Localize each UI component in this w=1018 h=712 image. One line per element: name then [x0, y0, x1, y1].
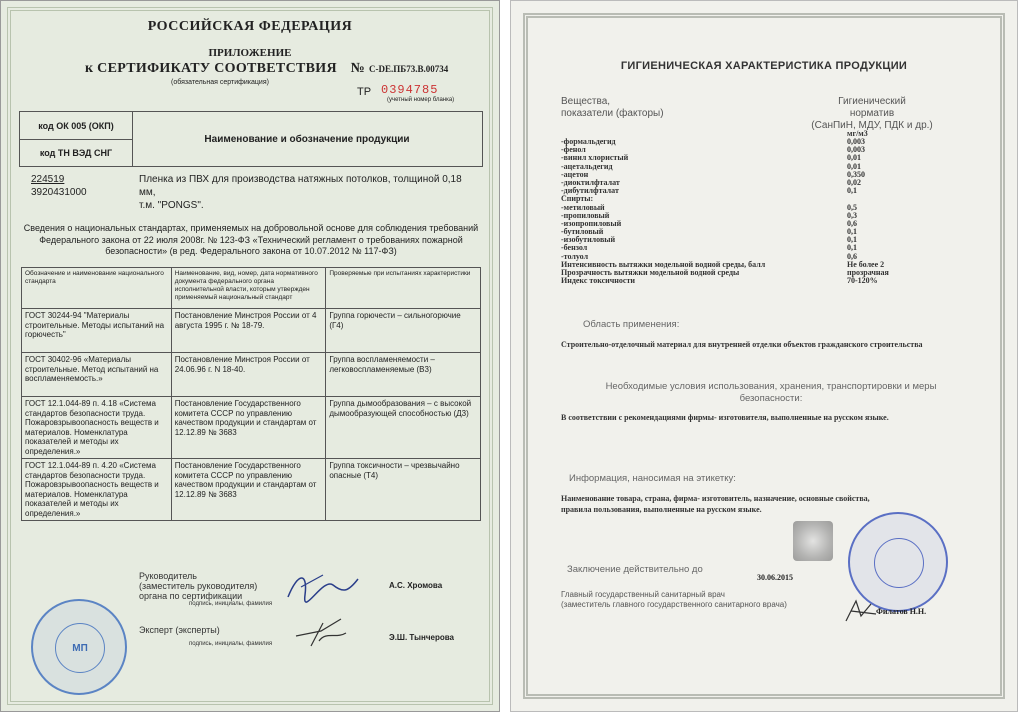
- head-name: А.С. Хромова: [389, 581, 443, 590]
- label-text-2: правила пользования, выполненные на русском языке.: [561, 505, 762, 514]
- table-cell: Постановление Государственного комитета СССР по управлению качеством продукции и стандартам от 12.12.89 № 3683: [171, 459, 326, 521]
- unit-label: мг/м3: [847, 129, 868, 138]
- substance-norm: 0,003: [847, 137, 865, 146]
- col2-line-1: Гигиенический: [838, 96, 906, 107]
- substance-norm: 0,1: [847, 235, 857, 245]
- hygienic-characteristic-page: [510, 0, 1018, 712]
- table-cell: Постановление Минстроя России от 24.06.96 г. N 18-40.: [171, 353, 326, 397]
- substance-name: -формальдегид: [561, 137, 616, 146]
- list-item: [561, 277, 981, 285]
- tp-label: ТР: [357, 86, 372, 98]
- table-header-cell: Наименование, вид, номер, дата нормативного документа федерального органа исполнительной власти, которым утвержден применяемый национальный стандарт: [171, 268, 326, 309]
- substance-norm: 0,02: [847, 177, 861, 187]
- table-row: [22, 353, 481, 397]
- col1-line-1: Вещества,: [561, 96, 611, 107]
- substance-name: Индекс токсичности: [561, 276, 635, 286]
- area-text: Строительно-отделочный материал для внутренней отделки объектов гражданского строительства: [561, 340, 923, 349]
- substance-name: Спирты:: [561, 194, 594, 204]
- substance-norm: 0,1: [847, 186, 857, 196]
- validity-label: Заключение действительно до: [567, 564, 703, 575]
- expert-caption: подпись, инициалы, фамилия: [189, 641, 273, 647]
- cond-label-1: Необходимые условия использования, хранения, транспортировки и меры: [605, 381, 937, 392]
- substance-name: -фенол: [561, 145, 586, 155]
- substance-norm: 0,01: [847, 153, 861, 163]
- list-item: [561, 220, 981, 228]
- table-cell: Группа токсичности – чрезвычайно опасные (Т4): [326, 459, 481, 521]
- list-item: [561, 163, 981, 171]
- info-line-2: Федерального закона от 22 июля 2008г. № 123-ФЗ «Технический регламент о требованиях пожарной: [39, 234, 463, 245]
- substance-norm: 0,3: [847, 210, 857, 220]
- norm-header: [797, 96, 947, 132]
- list-item: [561, 228, 981, 236]
- doctor-line-2: (заместитель главного государственного санитарного врача): [561, 600, 787, 609]
- okp-code-label: код ОК 005 (ОКП): [20, 112, 133, 140]
- doctor-title: [561, 590, 787, 610]
- doctor-signature-icon: [841, 596, 881, 626]
- cond-label-2: безопасности:: [739, 393, 803, 404]
- list-item: [561, 138, 981, 146]
- product-line-2: т.м. "PONGS".: [139, 200, 204, 211]
- table-cell: ГОСТ 30244-94 "Материалы строительные. Методы испытаний на горючесть": [22, 309, 172, 353]
- expert-role: Эксперт (эксперты): [139, 625, 220, 635]
- substance-name: -винил хлористый: [561, 153, 629, 163]
- certificate-title: [85, 61, 365, 77]
- list-item: [561, 204, 981, 212]
- substance-name: -изопропиловый: [561, 218, 622, 228]
- certificate-appendix-page: [0, 0, 500, 712]
- substance-norm: 70-120%: [847, 276, 878, 286]
- hologram-icon: [793, 521, 833, 561]
- substance-norm: 0,1: [847, 243, 857, 253]
- standards-table: [21, 267, 481, 521]
- table-cell: ГОСТ 12.1.044-89 п. 4.18 «Система стандартов безопасности труда. Пожаровзрывоопасность веществ и материалов. Номенклатура показателей и методы их определения.»: [22, 397, 172, 459]
- table-cell: Постановление Государственного комитета СССР по управлению качеством продукции и стандартам от 12.12.89 № 3683: [171, 397, 326, 459]
- list-item: [561, 171, 981, 179]
- substance-norm: 0,003: [847, 145, 865, 155]
- stamp-mp: МП: [55, 623, 105, 673]
- label-text-1: Наименование товара, страна, фирма- изготовитель, назначение, основные свойства,: [561, 494, 870, 503]
- substance-name: Прозрачность вытяжки модельной водной среды: [561, 268, 740, 277]
- expert-signature-icon: [291, 611, 351, 651]
- head-signature-block: [139, 571, 443, 607]
- number-sign: №: [350, 61, 366, 76]
- certificate-number: С-DE.ПБ73.В.00734: [369, 64, 449, 74]
- table-cell: Постановление Минстроя России от 4 августа 1995 г. № 18-79.: [171, 309, 326, 353]
- substance-name: -бензол: [561, 243, 588, 253]
- substance-norm: 0,5: [847, 202, 857, 212]
- substance-norm: 0,6: [847, 251, 857, 261]
- substance-name: -диоктилфталат: [561, 177, 620, 187]
- substance-norm: прозрачная: [847, 268, 889, 277]
- conditions-label: [561, 381, 981, 405]
- list-item: [561, 187, 981, 195]
- product-header: Наименование и обозначение продукции: [204, 133, 410, 145]
- table-row: [22, 397, 481, 459]
- substance-norm: 0,6: [847, 218, 857, 228]
- certificate-title-text: к СЕРТИФИКАТУ СООТВЕТСТВИЯ: [85, 61, 337, 76]
- list-item: [561, 154, 981, 162]
- tnved-code-label: код ТН ВЭД СНГ: [20, 139, 133, 166]
- table-cell: Группа дымообразования – с высокой дымообразующей способностью (Д3): [326, 397, 481, 459]
- validity-date: 30.06.2015: [757, 573, 793, 582]
- substance-name: -дибутилфталат: [561, 186, 619, 196]
- table-row: [22, 309, 481, 353]
- expert-signature-block: [139, 625, 454, 647]
- label-info-text: [561, 493, 870, 515]
- substances-list: [561, 138, 981, 285]
- doctor-line-1: Главный государственный санитарный врач: [561, 590, 725, 599]
- obligatory-note: (обязательная сертификация): [171, 79, 269, 86]
- doctor-name: Филатов Н.Н.: [876, 607, 927, 616]
- col2-line-3: (СанПиН, МДУ, ПДК и др.): [811, 120, 933, 131]
- col2-line-2: норматив: [849, 108, 895, 119]
- page-title: ГИГИЕНИЧЕСКАЯ ХАРАКТЕРИСТИКА ПРОДУКЦИИ: [620, 60, 908, 72]
- table-header-cell: Обозначение и наименование национального стандарта: [22, 268, 172, 309]
- substance-name: -изобутиловый: [561, 235, 616, 245]
- expert-name: Э.Ш. Тынчерова: [389, 633, 454, 642]
- okp-code: 224519: [31, 174, 65, 185]
- table-cell: ГОСТ 12.1.044-89 п. 4.20 «Система стандартов безопасности труда. Пожаровзрывоопасность веществ и материалов. Номенклатура показателей и методы их определения.»: [22, 459, 172, 521]
- standards-info: [21, 223, 481, 258]
- table-cell: ГОСТ 30402-96 «Материалы строительные. Метод испытаний на воспламеняемость.»: [22, 353, 172, 397]
- table-cell: Группа горючести – сильногорючие (Г4): [326, 309, 481, 353]
- table-row: [22, 459, 481, 521]
- substance-norm: Не более 2: [847, 259, 885, 269]
- product-description: [139, 173, 479, 212]
- list-item: [561, 236, 981, 244]
- certification-stamp-icon: [31, 599, 127, 695]
- head-signature-icon: [283, 567, 363, 607]
- substance-name: -пропиловый: [561, 210, 610, 220]
- country-title: РОССИЙСКАЯ ФЕДЕРАЦИЯ: [147, 19, 353, 34]
- label-info-label: Информация, наносимая на этикетку:: [569, 473, 736, 484]
- head-role-2: (заместитель руководителя): [139, 581, 258, 591]
- list-item: [561, 244, 981, 252]
- substance-name: -толуол: [561, 251, 589, 261]
- head-caption: подпись, инициалы, фамилия: [189, 601, 273, 607]
- substance-name: Интенсивность вытяжки модельной водной среды, балл: [561, 259, 766, 269]
- head-role-1: Руководитель: [139, 571, 197, 581]
- area-label: Область применения:: [583, 319, 680, 330]
- substance-norm: 0,350: [847, 169, 865, 179]
- conditions-text: В соответствии с рекомендациями фирмы- изготовителя, выполненные на русском языке.: [561, 413, 889, 422]
- blank-number: 0394785: [381, 83, 439, 97]
- substance-name: -ацетон: [561, 169, 589, 179]
- stamp-inner-ring: [874, 538, 924, 588]
- info-line-3: безопасности» (в ред. Федерального закона от 10.07.2012 № 117-ФЗ): [105, 246, 397, 256]
- info-line-1: Сведения о национальных стандартах, применяемых на добровольной основе для соблюдения требований: [23, 223, 479, 233]
- head-role-3: органа по сертификации: [139, 591, 243, 601]
- substance-name: -ацетальдегид: [561, 161, 613, 171]
- list-item: [561, 195, 981, 203]
- substance-norm: 0,01: [847, 161, 861, 171]
- substance-name: -бутиловый: [561, 227, 604, 237]
- list-item: [561, 212, 981, 220]
- list-item: [561, 179, 981, 187]
- col1-line-2: показатели (факторы): [561, 108, 664, 119]
- product-line-1: Пленка из ПВХ для производства натяжных потолков, толщиной 0,18 мм,: [139, 174, 462, 198]
- substance-name: -метиловый: [561, 202, 605, 212]
- table-header-row: [22, 268, 481, 309]
- product-code-box: [19, 111, 483, 167]
- substance-norm: 0,1: [847, 227, 857, 237]
- substances-header: [561, 96, 664, 120]
- blank-number-caption: (учетный номер бланка): [387, 97, 455, 103]
- table-cell: Группа воспламеняемости – легковоспламеняемые (В3): [326, 353, 481, 397]
- table-header-cell: Проверяемые при испытаниях характеристики: [326, 268, 481, 309]
- tnved-code: 3920431000: [31, 187, 87, 198]
- product-codes: [31, 173, 87, 199]
- appendix-title: ПРИЛОЖЕНИЕ: [208, 47, 292, 59]
